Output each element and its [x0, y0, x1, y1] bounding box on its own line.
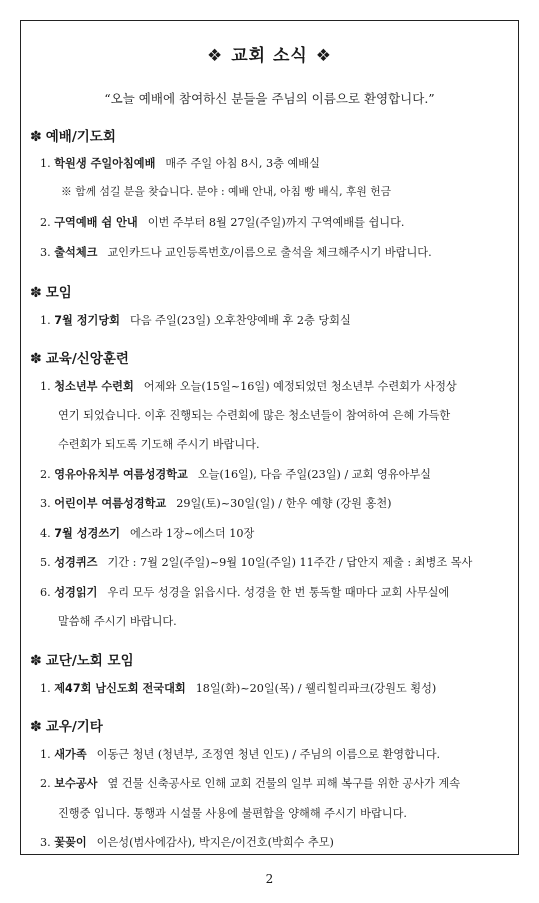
item-label: 새가족	[54, 748, 87, 761]
item-label: 구역예배 쉼 안내	[54, 216, 138, 229]
item-number: 1.	[40, 157, 51, 170]
item-label: 성경읽기	[54, 586, 98, 599]
item-number: 6.	[40, 586, 51, 599]
list-item	[40, 378, 457, 394]
list-item	[40, 584, 449, 600]
item-label: 제47회 남신도회 전국대회	[54, 682, 186, 695]
item-text: 에스라 1장~에스더 10장	[129, 527, 255, 540]
item-text: 이은성(범사에감사), 박지은/이건호(박희수 추모)	[96, 836, 334, 849]
item-label: 출석체크	[54, 246, 98, 259]
section-title: 교단/노회 모임	[45, 653, 134, 669]
item-number: 3.	[40, 836, 51, 849]
section-heading-education	[30, 347, 129, 367]
list-item	[40, 834, 334, 850]
item-number: 2.	[40, 216, 51, 229]
item-label: 어린이부 여름성경학교	[54, 497, 167, 510]
item-label: 꽃꽂이	[54, 836, 87, 849]
item-label: 보수공사	[54, 777, 98, 790]
item-number: 1.	[40, 314, 51, 327]
title-text: 교회 소식	[231, 46, 308, 66]
section-title: 교우/기타	[45, 719, 103, 735]
diamond-icon: ❖	[315, 46, 333, 66]
diamond-icon: ❖	[206, 46, 224, 66]
item-number: 5.	[40, 556, 51, 569]
item-label: 영유아유치부 여름성경학교	[54, 468, 188, 481]
item-label: 청소년부 수련회	[54, 380, 134, 393]
item-label: 7월 정기당회	[54, 314, 120, 327]
item-number: 4.	[40, 527, 51, 540]
item-text: 이번 주부터 8월 27일(주일)까지 구역예배를 쉽니다.	[147, 216, 405, 229]
asterisk-icon: ✽	[30, 285, 42, 301]
item-number: 1.	[40, 380, 51, 393]
item-text: 29일(토)~30일(일) / 한우 예향 (강원 홍천)	[176, 497, 392, 510]
asterisk-icon: ✽	[30, 351, 42, 367]
bulletin-frame	[20, 20, 519, 855]
item-number: 3.	[40, 246, 51, 259]
list-item	[40, 775, 460, 791]
page-title	[21, 41, 518, 66]
item-text: 옆 건물 신축공사로 인해 교회 건물의 일부 피해 복구를 위한 공사가 계속	[107, 777, 461, 790]
item-number: 3.	[40, 497, 51, 510]
section-heading-meetings	[30, 281, 72, 301]
item-text: 어제와 오늘(15일~16일) 예정되었던 청소년부 수련회가 사정상	[143, 380, 457, 393]
page-number: 2	[265, 872, 274, 886]
asterisk-icon: ✽	[30, 129, 42, 145]
section-title: 예배/기도회	[45, 129, 116, 145]
item-text: 다음 주일(23일) 오후찬양예배 후 2층 당회실	[129, 314, 351, 327]
item-text: 매주 주일 아침 8시, 3층 예배실	[165, 157, 320, 170]
section-title: 모임	[45, 285, 72, 301]
item-continuation: 연기 되었습니다. 이후 진행되는 수련회에 많은 청소년들이 참여하여 은혜 가득한	[58, 409, 451, 422]
item-note: ※ 함께 섬길 분을 찾습니다. 분야 : 예배 안내, 아침 빵 배식, 후원 헌금	[61, 185, 392, 198]
welcome-quote: “오늘 예배에 참여하신 분들을 주님의 이름으로 환영합니다.”	[104, 91, 435, 106]
item-number: 2.	[40, 468, 51, 481]
section-title: 교육/신앙훈련	[45, 351, 129, 367]
item-number: 1.	[40, 748, 51, 761]
list-item	[40, 746, 440, 762]
list-item	[40, 554, 472, 570]
asterisk-icon: ✽	[30, 719, 42, 735]
item-continuation: 말씀해 주시기 바랍니다.	[58, 615, 177, 628]
item-continuation: 수련회가 되도록 기도해 주시기 바랍니다.	[58, 438, 260, 451]
item-text: 오늘(16일), 다음 주일(23일) / 교회 영유아부실	[197, 468, 431, 481]
list-item	[40, 680, 436, 696]
list-item	[40, 495, 392, 511]
list-item	[40, 525, 254, 541]
section-heading-members	[30, 715, 103, 735]
list-item	[40, 466, 431, 482]
item-text: 기간 : 7월 2일(주일)~9월 10일(주일) 11주간 / 답안지 제출 : 최병조 목사	[107, 556, 473, 569]
item-text: 이동근 청년 (청년부, 조정연 청년 인도) / 주님의 이름으로 환영합니다.	[96, 748, 441, 761]
item-label: 학원생 주일아침예배	[54, 157, 156, 170]
item-continuation: 진행중 입니다. 통행과 시설물 사용에 불편함을 양해해 주시기 바랍니다.	[58, 807, 407, 820]
item-text: 교인카드나 교인등록번호/이름으로 출석을 체크해주시기 바랍니다.	[107, 246, 432, 259]
item-label: 성경퀴즈	[54, 556, 98, 569]
item-text: 18일(화)~20일(목) / 웰리힐리파크(강원도 횡성)	[195, 682, 437, 695]
item-text: 우리 모두 성경을 읽읍시다. 성경을 한 번 통독할 때마다 교회 사무실에	[107, 586, 450, 599]
list-item	[40, 155, 320, 171]
section-heading-worship	[30, 125, 116, 145]
item-number: 2.	[40, 777, 51, 790]
list-item	[40, 312, 351, 328]
list-item	[40, 244, 432, 260]
item-number: 1.	[40, 682, 51, 695]
item-label: 7월 성경쓰기	[54, 527, 120, 540]
list-item	[40, 214, 404, 230]
section-heading-denomination	[30, 649, 134, 669]
asterisk-icon: ✽	[30, 653, 42, 669]
